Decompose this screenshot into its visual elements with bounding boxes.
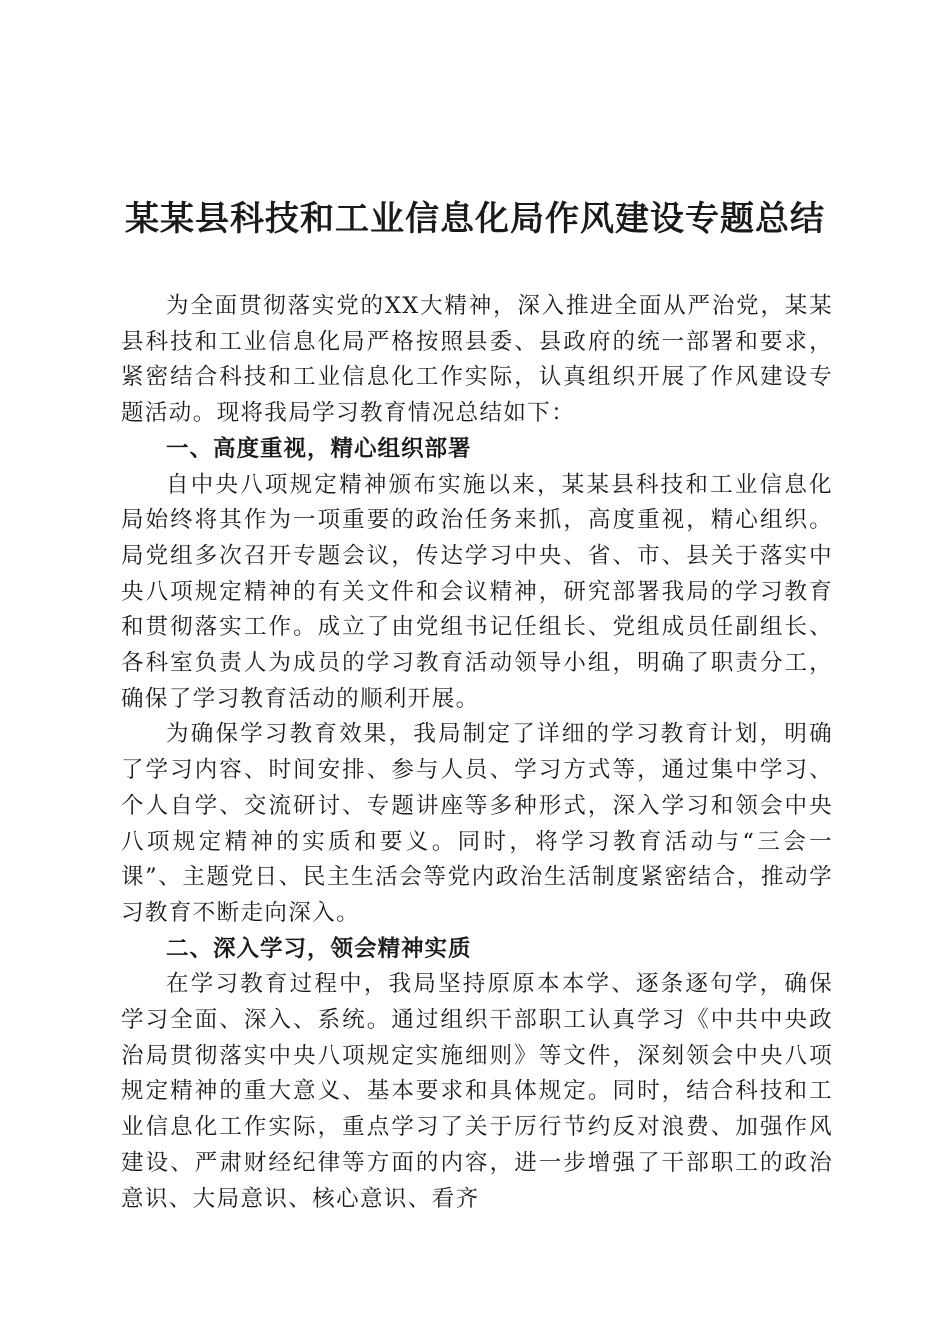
document-body	[121, 289, 833, 1217]
document-title: 某某县科技和工业信息化局作风建设专题总结	[125, 199, 825, 239]
body-paragraph: 为确保学习教育效果，我局制定了详细的学习教育计划，明确了学习内容、时间安排、参与人员、学习方式等，通过集中学习、个人自学、交流研讨、专题讲座等多种形式，深入学习和领会中央八项规定精神的实质和要义。同时，将学习教育活动与“三会一课”、主题党日、民主生活会等党内政治生活制度紧密结合，推动学习教育不断走向深入。	[121, 721, 833, 926]
section-heading: 二、深入学习，领会精神实质	[166, 935, 472, 962]
intro-paragraph: 为全面贯彻落实党的XX大精神，深入推进全面从严治党，某某县科技和工业信息化局严格按照县委、县政府的统一部署和要求，紧密结合科技和工业信息化工作实际，认真组织开展了作风建设专题活动。现将我局学习教育情况总结如下：	[121, 293, 833, 427]
body-paragraph: 在学习教育过程中，我局坚持原原本本学、逐条逐句学，确保学习全面、深入、系统。通过组织干部职工认真学习《中共中央政治局贯彻落实中央八项规定实施细则》等文件，深刻领会中央八项规定精神的重大意义、基本要求和具体规定。同时，结合科技和工业信息化工作实际，重点学习了关于厉行节约反对浪费、加强作风建设、严肃财经纪律等方面的内容，进一步增强了干部职工的政治意识、大局意识、核心意识、看齐	[121, 971, 833, 1212]
section-heading: 一、高度重视，精心组织部署	[166, 435, 472, 462]
body-paragraph: 自中央八项规定精神颁布实施以来，某某县科技和工业信息化局始终将其作为一项重要的政治任务来抓，高度重视，精心组织。局党组多次召开专题会议，传达学习中央、省、市、县关于落实中央八项规定精神的有关文件和会议精神，研究部署我局的学习教育和贯彻落实工作。成立了由党组书记任组长、党组成员任副组长、各科室负责人为成员的学习教育活动领导小组，明确了职责分工，确保了学习教育活动的顺利开展。	[121, 471, 833, 712]
